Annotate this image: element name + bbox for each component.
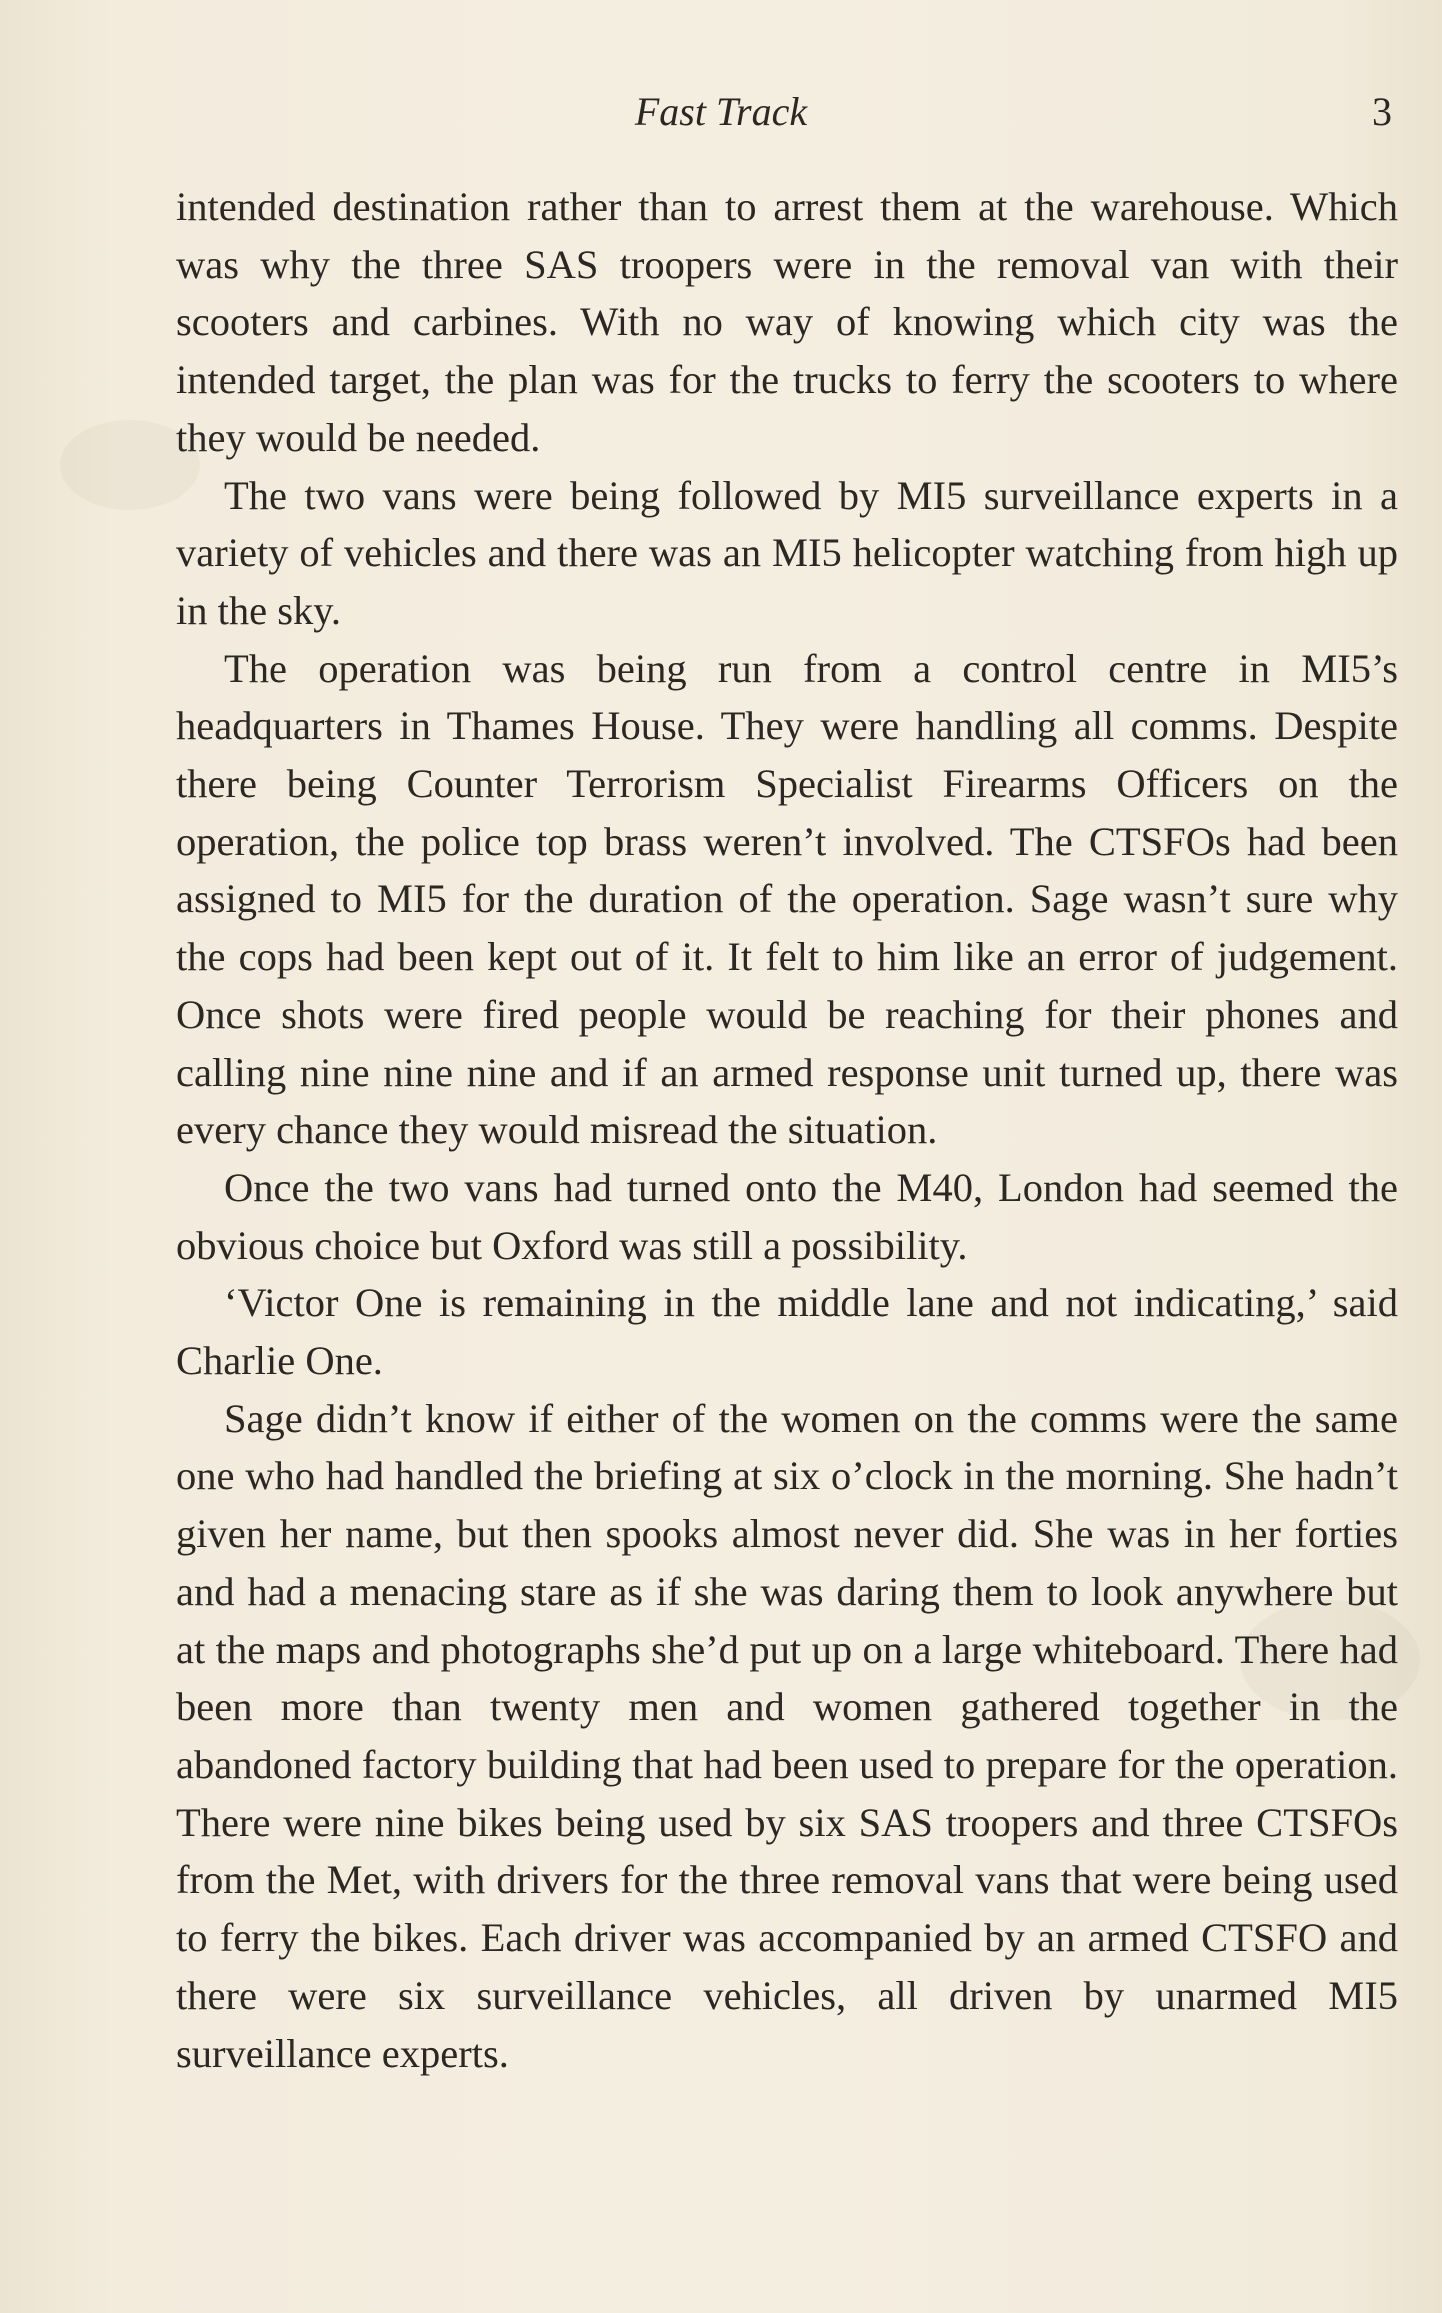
paragraph: The two vans were being followed by MI5 surveillance experts in a variety of vehicles and there was an MI5 helicopter watching from high up in the sky. xyxy=(176,472,1398,633)
paragraph: ‘Victor One is remaining in the middle lane and not indicating,’ said Charlie One. xyxy=(176,1280,1398,1384)
paragraph: Sage didn’t know if either of the women on the comms were the same one who had handled the briefing at six o’clock in the morning. She hadn’t given her name, but then spooks almost never did. She was in her forties and had a menacing stare as if she was daring them to look anywhere but at the maps and photographs she’d put up on a large whiteboard. There had been more than twenty men and women gathered together in the abandoned factory building that had been used to prepare for the operation. There were nine bikes being used by six SAS troopers and three CTSFOs from the Met, with drivers for the three removal vans that were being used to ferry the bikes. Each driver was accompanied by an armed CTSFO and there were six surveillance vehicles, all driven by unarmed MI5 surveillance experts. xyxy=(176,1395,1398,2076)
paragraph: Once the two vans had turned onto the M40, London had seemed the obvious choice but Oxford was still a possibility. xyxy=(176,1164,1398,1268)
paragraph-continued: intended destination rather than to arrest them at the warehouse. Which was why the three SAS troopers were in the removal van with their scooters and carbines. With no way of knowing which city was the intended target, the plan was for the trucks to ferry the scooters to where they would be needed. xyxy=(176,184,1398,460)
running-head xyxy=(0,82,1442,142)
paragraph: The operation was being run from a control centre in MI5’s headquarters in Thames House. They were handling all comms. Despite there being Counter Terrorism Specialist Firearms Officers on the operation, the police top brass weren’t involved. The CTSFOs had been assigned to MI5 for the duration of the operation. Sage wasn’t sure why the cops had been kept out of it. It felt to him like an error of judgement. Once shots were fired people would be reaching for their phones and calling nine nine nine and if an armed response unit turned up, there was every chance they would misread the situation. xyxy=(176,645,1398,1153)
page-number: 3 xyxy=(1372,89,1392,134)
body-text xyxy=(176,178,1398,2082)
running-title: Fast Track xyxy=(634,89,808,134)
